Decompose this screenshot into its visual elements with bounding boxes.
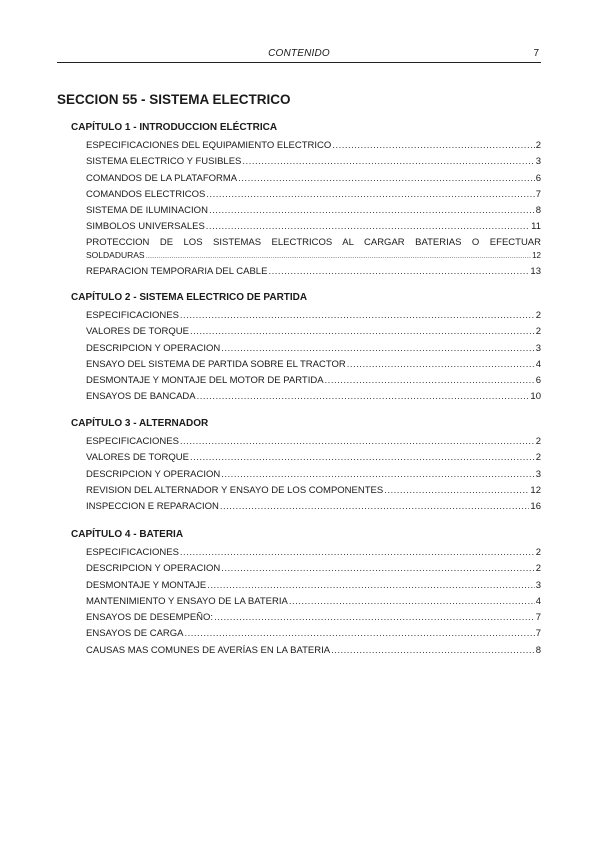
toc-entry-title: CAUSAS MAS COMUNES DE AVERÍAS EN LA BATERIA	[86, 644, 331, 656]
toc-entry-page: 8	[535, 205, 541, 217]
toc-entry-title: ESPECIFICACIONES	[86, 436, 179, 447]
toc-entry-page: 8	[535, 644, 541, 656]
dot-leader	[207, 578, 535, 594]
toc-entry-page: 2	[535, 436, 541, 447]
toc-entry[interactable]	[86, 138, 541, 154]
toc-entry-title: COMANDOS ELECTRICOS	[86, 188, 206, 200]
chapter-title: CAPÍTULO 1 - INTRODUCCION ELÉCTRICA	[71, 122, 278, 133]
toc-entry[interactable]	[86, 264, 541, 280]
toc-entry[interactable]	[86, 203, 541, 219]
toc-entry[interactable]	[86, 373, 541, 389]
dot-leader	[220, 499, 530, 515]
dot-leader	[221, 561, 534, 577]
toc-entry-title: ENSAYOS DE CARGA	[86, 628, 184, 640]
dot-leader	[180, 308, 535, 324]
toc-entry[interactable]	[86, 324, 541, 340]
toc-entry-title: SISTEMA DE ILUMINACION	[86, 205, 208, 217]
toc-entry[interactable]	[86, 308, 541, 324]
toc-entry-page: 6	[535, 172, 541, 184]
toc-entry-title: INSPECCION E REPARACION	[86, 501, 219, 513]
page-header	[57, 48, 541, 63]
toc-entry-page: 3	[535, 579, 541, 591]
toc-entry-title: ESPECIFICACIONES DEL EQUIPAMIENTO ELECTRICO	[86, 140, 332, 151]
toc-entry-page: 2	[535, 310, 541, 321]
toc-entry-page: 11	[531, 221, 541, 233]
toc-entry[interactable]	[86, 626, 541, 642]
chapter-title: CAPÍTULO 2 - SISTEMA ELECTRICO DE PARTIDA	[71, 292, 308, 303]
toc-entry[interactable]	[86, 610, 541, 626]
toc-entry[interactable]	[86, 450, 541, 466]
toc-entry[interactable]	[86, 171, 541, 187]
chapter-title: CAPÍTULO 4 - BATERIA	[71, 529, 184, 540]
toc-entry-title: DESMONTAJE Y MONTAJE	[86, 579, 207, 591]
toc-entry[interactable]	[86, 219, 541, 235]
toc-entry-title: DESCRIPCION Y OPERACION	[86, 468, 221, 480]
toc-entry-title: ESPECIFICACIONES	[86, 547, 179, 558]
toc-entry-page: 13	[530, 265, 541, 277]
chapter-4	[71, 528, 541, 659]
dot-leader	[190, 324, 535, 340]
toc-entry-title: REVISION DEL ALTERNADOR Y ENSAYO DE LOS COMPONENTES	[86, 484, 384, 496]
toc-entry[interactable]	[86, 357, 541, 373]
toc-entry-title: PROTECCION DE LOS SISTEMAS ELECTRICOS AL CARGAR BATERIAS O EFECTUAR	[86, 236, 541, 248]
toc-entry[interactable]	[86, 561, 541, 577]
dot-leader	[146, 251, 532, 264]
toc-list	[86, 138, 541, 280]
dot-leader	[185, 626, 535, 642]
dot-leader	[206, 187, 534, 203]
dot-leader	[206, 219, 530, 235]
dot-leader	[180, 434, 535, 450]
toc-entry-page: 3	[535, 468, 541, 480]
toc-entry-title: VALORES DE TORQUE	[86, 326, 189, 338]
toc-entry-title: MANTENIMIENTO Y ENSAYO DE LA BATERIA	[86, 595, 288, 607]
toc-entry-page: 10	[530, 391, 541, 403]
dot-leader	[214, 610, 535, 626]
toc-entry[interactable]	[86, 594, 541, 610]
toc-entry-title: DESMONTAJE Y MONTAJE DEL MOTOR DE PARTIDA	[86, 375, 324, 387]
header-title: CONTENIDO	[268, 48, 330, 59]
toc-entry-page: 2	[535, 547, 541, 558]
toc-list	[86, 545, 541, 659]
dot-leader	[332, 138, 534, 154]
toc-entry-page: 3	[535, 156, 541, 168]
section-title: SECCION 55 - SISTEMA ELECTRICO	[57, 92, 291, 107]
toc-entry-page: 2	[535, 563, 541, 575]
dot-leader	[221, 341, 534, 357]
toc-entry-page: 7	[535, 612, 541, 624]
toc-entry[interactable]	[86, 467, 541, 483]
toc-entry[interactable]	[86, 154, 541, 170]
toc-entry-title-continued: SOLDADURAS	[86, 249, 145, 260]
toc-entry[interactable]	[86, 643, 541, 659]
toc-list	[86, 434, 541, 515]
toc-entry-page: 7	[535, 188, 541, 200]
toc-entry-page: 6	[535, 375, 541, 387]
dot-leader	[384, 483, 529, 499]
dot-leader	[268, 264, 529, 280]
toc-entry-title: ENSAYO DEL SISTEMA DE PARTIDA SOBRE EL TRACTOR	[86, 358, 346, 370]
toc-entry-page: 12	[532, 250, 541, 260]
toc-entry-title: DESCRIPCION Y OPERACION	[86, 342, 221, 354]
toc-entry[interactable]	[86, 434, 541, 450]
toc-entry[interactable]	[86, 187, 541, 203]
toc-entry[interactable]	[86, 545, 541, 561]
toc-entry-page: 4	[535, 595, 541, 607]
header-page-number: 7	[533, 48, 539, 59]
toc-entry-title: SIMBOLOS UNIVERSALES	[86, 221, 205, 233]
toc-entry[interactable]	[86, 389, 541, 405]
chapter-2	[71, 291, 541, 406]
toc-list	[86, 308, 541, 406]
toc-entry-title: COMANDOS DE LA PLATAFORMA	[86, 172, 238, 184]
chapter-1	[71, 121, 541, 280]
toc-entry[interactable]	[86, 341, 541, 357]
dot-leader	[197, 389, 530, 405]
toc-entry-title: DESCRIPCION Y OPERACION	[86, 563, 221, 575]
dot-leader	[325, 373, 535, 389]
toc-entry-page: 7	[535, 628, 541, 640]
toc-entry-title: ESPECIFICACIONES	[86, 310, 179, 321]
dot-leader	[221, 467, 534, 483]
dot-leader	[180, 545, 535, 561]
toc-entry-title: SISTEMA ELECTRICO Y FUSIBLES	[86, 156, 242, 168]
dot-leader	[289, 594, 535, 610]
toc-entry-page: 2	[535, 140, 541, 151]
toc-entry[interactable]	[86, 483, 541, 499]
dot-leader	[242, 154, 534, 170]
toc-entry-page: 4	[535, 358, 541, 370]
toc-entry-page: 12	[530, 484, 541, 496]
toc-entry-page: 2	[535, 452, 541, 464]
toc-entry-page: 2	[535, 326, 541, 338]
chapter-3	[71, 417, 541, 515]
dot-leader	[347, 357, 535, 373]
toc-entry-page: 16	[530, 501, 541, 513]
dot-leader	[209, 203, 535, 219]
toc-entry-title: ENSAYOS DE DESEMPEÑO:	[86, 612, 214, 624]
toc-entry[interactable]	[86, 578, 541, 594]
toc-entry-title: ENSAYOS DE BANCADA	[86, 391, 196, 403]
dot-leader	[238, 171, 535, 187]
chapter-title: CAPÍTULO 3 - ALTERNADOR	[71, 418, 209, 429]
toc-entry-page: 3	[535, 342, 541, 354]
toc-entry-title: REPARACION TEMPORARIA DEL CABLE	[86, 265, 268, 277]
toc-entry-title: VALORES DE TORQUE	[86, 452, 189, 464]
toc-entry[interactable]	[86, 236, 541, 262]
dot-leader	[190, 450, 535, 466]
toc-entry[interactable]	[86, 499, 541, 515]
dot-leader	[331, 643, 535, 659]
